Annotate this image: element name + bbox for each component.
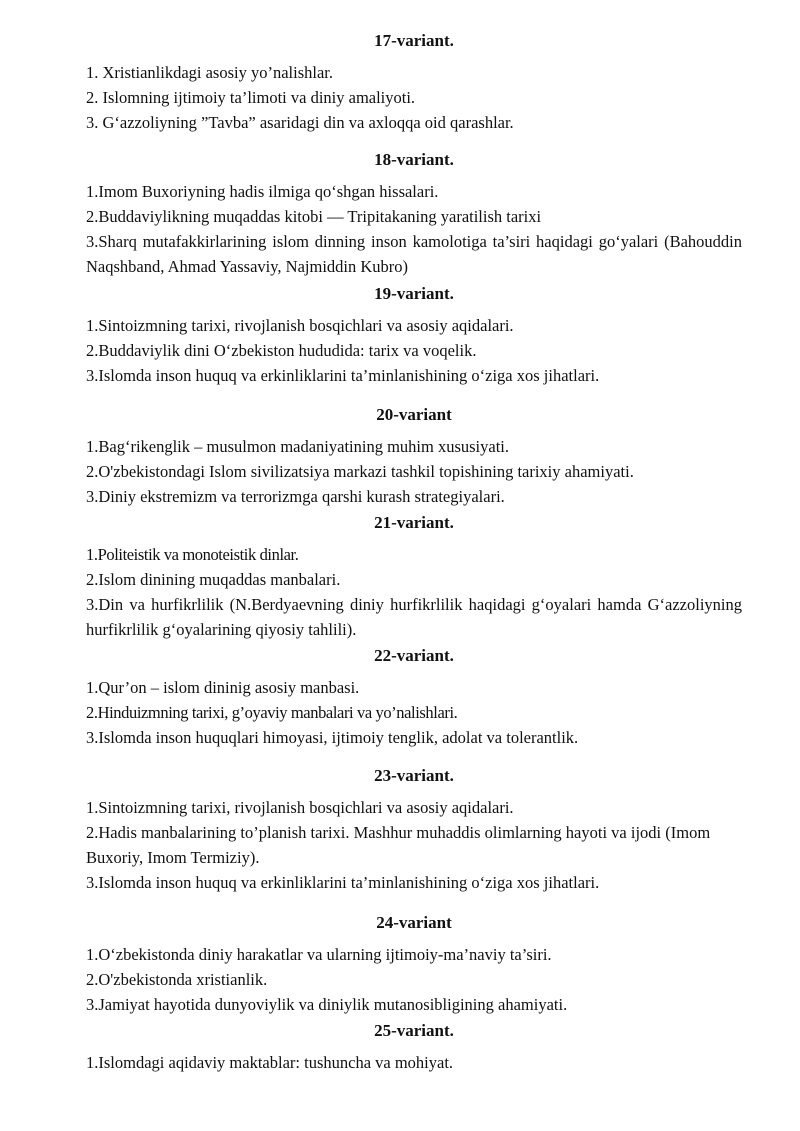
variant-heading: 23-variant. <box>374 766 454 785</box>
question-item: 3.Islomda inson huquq va erkinliklarini ta’minlanishining o‘ziga xos jihatlari. <box>86 873 600 892</box>
question-list <box>86 179 742 279</box>
question-item: 1.Bag‘rikenglik – musulmon madaniyatining muhim xususiyati. <box>86 437 510 456</box>
variant-section-22 <box>86 646 742 750</box>
variant-section-25 <box>86 1021 742 1075</box>
question-item: 1.Qur’on – islom dininig asosiy manbasi. <box>86 678 360 697</box>
question-item: 1.O‘zbekistonda diniy harakatlar va ularning ijtimoiy-ma’naviy ta’siri. <box>86 945 552 964</box>
question-list <box>86 60 742 135</box>
question-list <box>86 313 742 388</box>
question-item: 3.Diniy ekstremizm va terrorizmga qarshi kurash strategiyalari. <box>86 487 505 506</box>
question-item: 2.Buddaviylikning muqaddas kitobi — Tripitakaning yaratilish tarixi <box>86 207 542 226</box>
question-item: 1.Imom Buxoriyning hadis ilmiga qo‘shgan hissalari. <box>86 182 439 201</box>
question-list <box>86 434 742 509</box>
variant-heading: 19-variant. <box>374 284 454 303</box>
variant-heading: 20-variant <box>376 405 452 424</box>
variant-heading: 17-variant. <box>374 31 454 50</box>
question-item: 3.Jamiyat hayotida dunyoviylik va diniylik mutanosibligining ahamiyati. <box>86 995 568 1014</box>
variant-heading: 24-variant <box>376 913 452 932</box>
question-item: 1.Sintoizmning tarixi, rivojlanish bosqichlari va asosiy aqidalari. <box>86 316 514 335</box>
question-item: 2.O'zbekistondagi Islom sivilizatsiya markazi tashkil topishining tarixiy ahamiyati. <box>86 462 634 481</box>
question-item: 2.Islom dinining muqaddas manbalari. <box>86 570 341 589</box>
question-item: 2.Buddaviylik dini O‘zbekiston hududida: tarix va voqelik. <box>86 341 477 360</box>
variant-section-21 <box>86 513 742 642</box>
question-item: 1.Sintoizmning tarixi, rivojlanish bosqichlari va asosiy aqidalari. <box>86 798 514 817</box>
question-item: 1. Xristianlikdagi asosiy yo’nalishlar. <box>86 63 334 82</box>
question-list <box>86 942 742 1017</box>
variant-heading: 21-variant. <box>374 513 454 532</box>
question-list <box>86 542 742 642</box>
variant-section-17 <box>86 31 742 135</box>
question-item: 3.Islomda inson huquq va erkinliklarini ta’minlanishining o‘ziga xos jihatlari. <box>86 366 600 385</box>
variant-heading: 18-variant. <box>374 150 454 169</box>
variant-section-20 <box>86 405 742 509</box>
variant-section-24 <box>86 913 742 1017</box>
question-list <box>86 1050 742 1075</box>
question-item: 1.Islomdagi aqidaviy maktablar: tushuncha va mohiyat. <box>86 1053 454 1072</box>
variant-heading: 22-variant. <box>374 646 454 665</box>
question-item: 2. Islomning ijtimoiy ta’limoti va diniy amaliyoti. <box>86 88 416 107</box>
question-item: 3. G‘azzoliyning ”Tavba” asaridagi din va axloqqa oid qarashlar. <box>86 113 514 132</box>
question-item: 2.Hinduizmning tarixi, g’oyaviy manbalari va yo’nalishlari. <box>86 703 458 722</box>
question-item: 3.Sharq mutafakkirlarining islom dinning inson kamolotiga ta’siri haqidagi go‘yalari (Bahouddin Naqshband, Ahmad Yassaviy, Najmiddin Kubro) <box>86 232 742 276</box>
question-item: 3.Din va hurfikrlilik (N.Berdyaevning diniy hurfikrlilik haqidagi g‘oyalari hamda G‘azzoliyning hurfikrlilik g‘oyalarining qiyosiy tahlili). <box>86 595 742 639</box>
variant-section-19 <box>86 284 742 388</box>
question-item: 2.O'zbekistonda xristianlik. <box>86 970 268 989</box>
question-item: 3.Islomda inson huquqlari himoyasi, ijtimoiy tenglik, adolat va tolerantlik. <box>86 728 579 747</box>
question-list <box>86 795 742 895</box>
question-item: 2.Hadis manbalarining to’planish tarixi. Mashhur muhaddis olimlarning hayoti va ijodi (Imom Buxoriy, Imom Termiziy). <box>86 823 711 867</box>
question-item: 1.Politeistik va monoteistik dinlar. <box>86 545 299 564</box>
variant-section-18 <box>86 150 742 279</box>
variant-section-23 <box>86 766 742 895</box>
variant-heading: 25-variant. <box>374 1021 454 1040</box>
question-list <box>86 675 742 750</box>
